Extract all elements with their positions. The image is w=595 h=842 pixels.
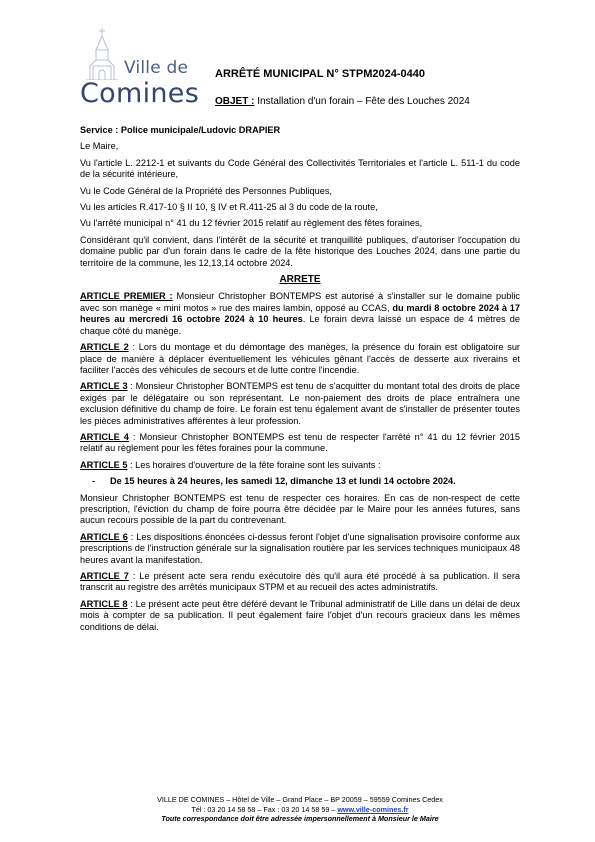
vu-paragraph: Vu l'arrêté municipal n° 41 du 12 février 2015 relatif au règlement des fêtes foraines, xyxy=(80,218,423,229)
considerant-paragraph: Considérant qu'il convient, dans l'intérêt de la sécurité et tranquillité publiques, d'autoriser l'occupation du domaine public par d'un forain dans le cadre de la fête historique des Louches 2024, dans une partie du territoire de la commune, les 12,13,14 octobre 2024. xyxy=(80,234,520,268)
objet-text: Installation d'un forain – Fête des Louches 2024 xyxy=(254,96,470,107)
vu-paragraph: Vu les articles R.417-10 § II 10, § IV et R.411-25 al 3 du code de la route, xyxy=(80,202,378,213)
article-text: Monsieur Christopher BONTEMPS est autorisé à s'installer sur le domaine public avec son manège « mini motos » rue des maires lambin, opposé au CCAS, xyxy=(80,291,520,313)
footer-notice: Toute correspondance doit être adressée impersonnellement à Monsieur le Maire xyxy=(161,814,439,823)
church-steeple-icon xyxy=(84,28,120,80)
logo-comines-text: Comines xyxy=(80,78,200,109)
vu-paragraph: Vu l'article L. 2212-1 et suivants du Code Général des Collectivités Territoriales et l'article L. 511-1 du code de la sécurité intérieure, xyxy=(80,157,520,180)
article-2 xyxy=(80,342,520,376)
article-label: ARTICLE 7 xyxy=(80,571,129,581)
document-body xyxy=(80,125,520,638)
article-text: : Le présent acte peut être déféré devant le Tribunal administratif de Lille dans un délai de deux mois à compter de sa publication. Il peut également faire l'objet d'un recours gracieux dans les mêmes conditions de délai. xyxy=(80,598,520,632)
article-text: : Le présent acte sera rendu exécutoire dès qu'il aura été procédé à sa publication. Il sera transcrit au registre des arrêtés municipaux STPM et au recueil des actes administratifs. xyxy=(80,571,520,593)
article-1 xyxy=(80,291,520,337)
article-7 xyxy=(80,571,520,594)
le-maire: Le Maire, xyxy=(80,141,119,152)
article-label: ARTICLE 2 xyxy=(80,342,129,353)
article-label: ARTICLE 5 xyxy=(80,459,128,470)
article-5-continuation: Monsieur Christopher BONTEMPS est tenu de respecter ces horaires. En cas de non-respect de cette prescription, l'éviction du champ de foire pourra être décidée par le Maire pour les années futures, sans aucun recours possible de la part du contrevenant. xyxy=(80,492,520,526)
article-label: ARTICLE 6 xyxy=(80,531,128,542)
objet-label: OBJET : xyxy=(215,96,255,107)
article-text: : Monsieur Christopher BONTEMPS est tenu de respecter l'arrêté n° 41 du 12 février 2015 relatif au règlement pour les fêtes foraines pour la commune. xyxy=(80,431,520,454)
article-label: ARTICLE PREMIER : xyxy=(80,291,173,302)
article-text: : Les dispositions énoncées ci-dessus feront l'objet d'une signalisation provisoire conforme aux prescriptions de l'instruction générale sur la signalisation routière par les services techniques municipaux 48 heures avant la manifestation. xyxy=(80,531,520,565)
article-4 xyxy=(80,432,520,455)
page-title: ARRÊTÉ MUNICIPAL N° STPM2024-0440 xyxy=(215,68,425,80)
website-link[interactable]: www.ville-comines.fr xyxy=(337,804,409,814)
logo-ville-text: Ville de xyxy=(124,58,189,78)
article-label: ARTICLE 4 xyxy=(80,431,129,442)
article-text: : Les horaires d'ouverture de la fête foraine sont les suivants : xyxy=(127,459,381,470)
article-bold-text: du mardi 8 octobre 2024 à 17 heures au mercredi 16 octobre 2024 à 10 heures xyxy=(80,302,520,325)
article-text: : Monsieur Christopher BONTEMPS est tenu de s'acquitter du montant total des droits de place exigés par le délégataire ou son représentant. Le non-paiement des droits de place entraînera une exclusion définitive du champ de foire. Le forain est tenu également avant de s'installer de présenter toutes les pièces administratives afférentes à leur profession. xyxy=(80,381,520,426)
page-footer xyxy=(80,795,520,824)
footer-phone: Tél : 03 20 14 58 58 – Fax : 03 20 14 58 59 – xyxy=(191,804,338,814)
schedule-bullet xyxy=(80,476,520,487)
bullet-dash: - xyxy=(92,476,96,487)
footer-address: VILLE DE COMINES – Hôtel de Ville – Grand Place – BP 20059 – 59559 Comines Cedex xyxy=(157,795,443,804)
article-text: : Lors du montage et du démontage des manèges, la présence du forain est obligatoire sur place de manière à déplacer éventuellement les véhicules gênant l'accès de desserte aux riverains et faciliter l'accès des véhicules de secours et de lutte contre l'incendie. xyxy=(80,342,520,375)
bullet-text: De 15 heures à 24 heures, les samedi 12, dimanche 13 et lundi 14 octobre 2024. xyxy=(110,476,456,487)
footer-contact xyxy=(80,805,520,815)
article-label: ARTICLE 3 xyxy=(80,381,128,392)
service-line: Service : Police municipale/Ludovic DRAPIER xyxy=(80,125,281,135)
article-6 xyxy=(80,532,520,566)
article-label: ARTICLE 8 xyxy=(80,598,128,609)
comines-logo xyxy=(80,28,200,112)
article-3 xyxy=(80,381,520,427)
article-8 xyxy=(80,599,520,633)
arrete-heading: ARRETE xyxy=(279,274,321,286)
article-text: . Le forain devra laissé un espace de 4 mètres de chaque côté du manège. xyxy=(80,314,520,336)
objet-line xyxy=(215,96,470,107)
vu-paragraph: Vu le Code Général de la Propriété des Personnes Publiques, xyxy=(80,185,332,196)
article-5 xyxy=(80,460,520,471)
